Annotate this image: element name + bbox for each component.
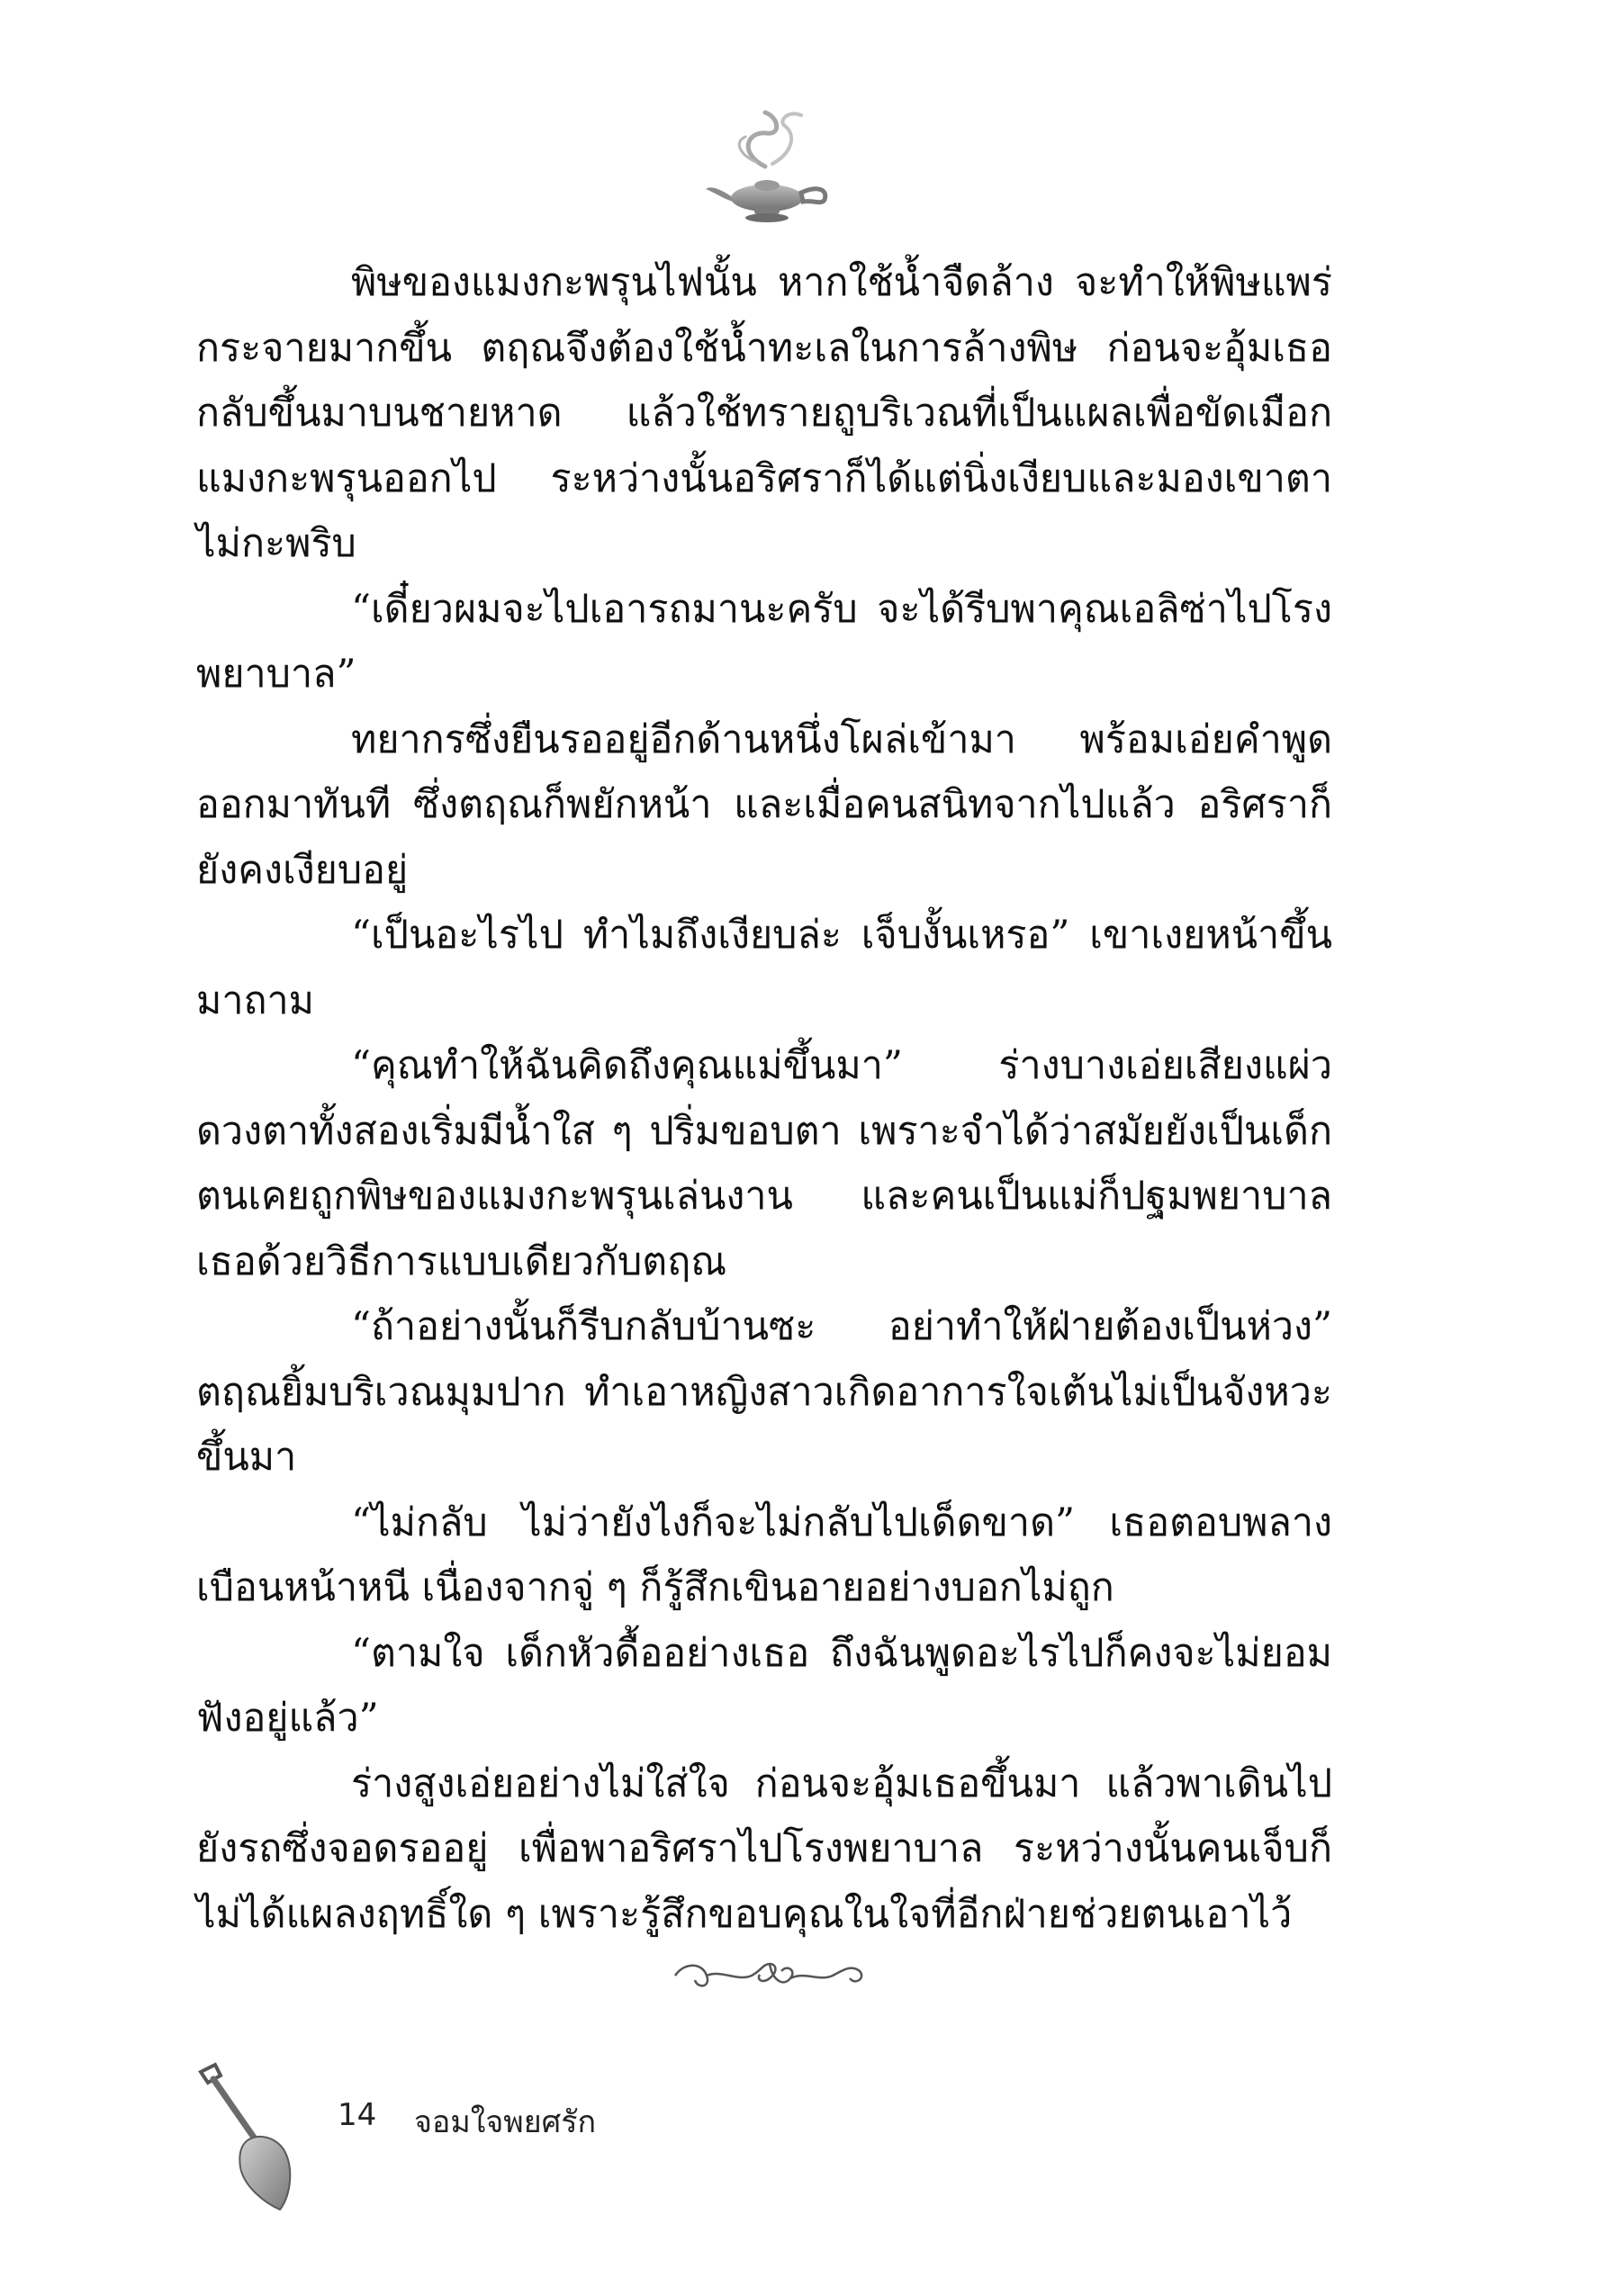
magic-lamp-icon	[702, 99, 837, 234]
paragraph-6: “ถ้าอย่างนั้นก็รีบกลับบ้านซะ อย่าทำให้ฝ่ายต้องเป็นห่วง” ตฤณยิ้มบริเวณมุมปาก ทำเอาหญิงสาวเกิดอาการใจเต้นไม่เป็นจังหวะขึ้นมา	[196, 1304, 1332, 1480]
page-number: 14	[338, 2097, 377, 2133]
page-footer	[0, 2061, 1605, 2223]
book-title: จอมใจพยศรัก	[414, 2104, 597, 2140]
paragraph-3: ทยากรซึ่งยืนรออยู่อีกด้านหนึ่งโผล่เข้ามา พร้อมเอ่ยคำพูดออกมาทันที ซึ่งตฤณก็พยักหน้า และเมื่อคนสนิทจากไปแล้ว อริศราก็ยังคงเงียบอยู่	[196, 716, 1332, 893]
flourish-divider-icon	[666, 1953, 873, 1998]
paragraph-4: “เป็นอะไรไป ทำไมถึงเงียบล่ะ เจ็บงั้นเหรอ” เขาเงยหน้าขึ้นมาถาม	[196, 913, 1332, 1023]
shovel-icon	[194, 2061, 311, 2214]
paragraph-9: ร่างสูงเอ่ยอย่างไม่ใส่ใจ ก่อนจะอุ้มเธอขึ้นมา แล้วพาเดินไปยังรถซึ่งจอดรออยู่ เพื่อพาอริศราไปโรงพยาบาล ระหว่างนั้นคนเจ็บก็ไม่ได้แผลงฤทธิ์ใด ๆ เพราะรู้สึกขอบคุณในใจที่อีกฝ่ายช่วยตนเอาไว้	[196, 1760, 1332, 1937]
paragraph-8: “ตามใจ เด็กหัวดื้ออย่างเธอ ถึงฉันพูดอะไรไปก็คงจะไม่ยอมฟังอยู่แล้ว”	[196, 1630, 1332, 1741]
body-text	[196, 250, 1332, 1947]
paragraph-5: “คุณทำให้ฉันคิดถึงคุณแม่ขึ้นมา” ร่างบางเอ่ยเสียงแผ่ว ดวงตาทั้งสองเริ่มมีน้ำใส ๆ ปริ่มขอบตา เพราะจำได้ว่าสมัยยังเป็นเด็กตนเคยถูกพิษของแมงกะพรุนเล่นงาน และคนเป็นแม่ก็ปฐมพยาบาลเธอด้วยวิธีการแบบเดียวกับตฤณ	[196, 1043, 1332, 1284]
paragraph-7: “ไม่กลับ ไม่ว่ายังไงก็จะไม่กลับไปเด็ดขาด” เธอตอบพลางเบือนหน้าหนี เนื่องจากจู่ ๆ ก็รู้สึกเขินอายอย่างบอกไม่ถูก	[196, 1499, 1332, 1610]
paragraph-2: “เดี๋ยวผมจะไปเอารถมานะครับ จะได้รีบพาคุณเอลิซ่าไปโรงพยาบาล”	[196, 586, 1332, 697]
paragraph-1: พิษของแมงกะพรุนไฟนั้น หากใช้น้ำจืดล้าง จะทำให้พิษแพร่กระจายมากขึ้น ตฤณจึงต้องใช้น้ำทะเลในการล้างพิษ ก่อนจะอุ้มเธอกลับขึ้นมาบนชายหาด แล้วใช้ทรายถูบริเวณที่เป็นแผลเพื่อขัดเมือกแมงกะพรุนออกไป ระหว่างนั้นอริศราก็ได้แต่นิ่งเงียบและมองเขาตาไม่กะพริบ	[196, 260, 1332, 566]
